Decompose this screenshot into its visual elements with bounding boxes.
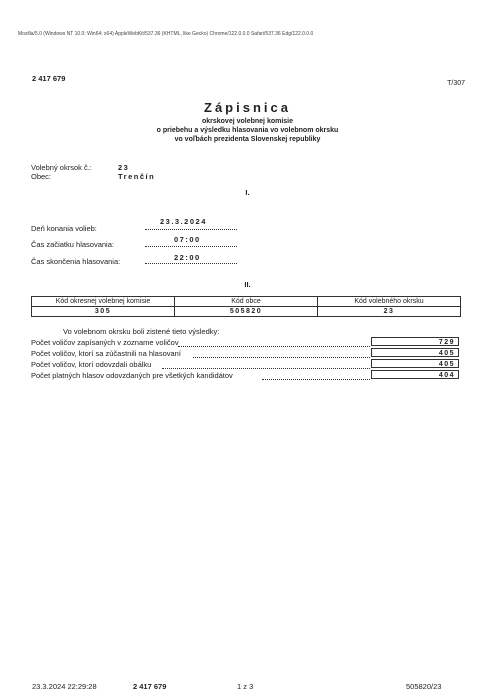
footer-reference: 505820/23 [406, 682, 442, 691]
codes-value-cell: 505820 [175, 307, 318, 317]
okrsok-value: 23 [118, 163, 130, 172]
result-dots [262, 379, 370, 380]
codes-value-cell: 23 [318, 307, 461, 317]
obec-value: Trenčín [118, 172, 156, 181]
end-time-value: 22:00 [174, 253, 201, 262]
codes-header-row [32, 297, 461, 307]
codes-header-cell: Kód okresnej volebnej komisie [32, 297, 175, 307]
result-label: Počet platných hlasov odovzdaných pre všetkých kandidátov [31, 371, 233, 380]
okrsok-label: Volebný okrsok č.: [31, 163, 92, 172]
result-dots [178, 346, 370, 347]
footer-timestamp: 23.3.2024 22:29:28 [32, 682, 97, 691]
section-1-heading: I. [245, 188, 250, 197]
date-value: 23.3.2024 [160, 217, 207, 226]
start-time-value: 07:00 [174, 235, 201, 244]
codes-header-cell: Kód volebného okrsku [318, 297, 461, 307]
result-label: Počet voličov, ktorí sa zúčastnili na hlasovaní [31, 349, 181, 358]
start-time-label: Čas začiatku hlasovania: [31, 240, 114, 249]
date-label: Deň konania volieb: [31, 224, 97, 233]
form-id: T/307 [447, 80, 465, 87]
end-time-label: Čas skončenia hlasovania: [31, 257, 121, 266]
result-dots [193, 357, 370, 358]
results-intro: Vo volebnom okrsku boli zistené tieto výsledky: [63, 327, 220, 336]
section-2-heading: II. [244, 280, 251, 289]
result-value-box: 405 [371, 348, 459, 357]
user-agent-line: Mozilla/5.0 (Windows NT 10.0; Win64; x64) AppleWebKit/537.36 (KHTML, like Gecko) Chrome/122.0.0.0 Safari/537.36 Edg/122.0.0.0 [18, 31, 314, 37]
codes-table [31, 296, 461, 317]
end-time-dots [145, 263, 237, 264]
result-value-box: 405 [371, 359, 459, 368]
subtitle-line: o priebehu a výsledku hlasovania vo volebnom okrsku [156, 127, 339, 134]
codes-header-cell: Kód obce [175, 297, 318, 307]
result-dots [162, 368, 370, 369]
result-label: Počet voličov, ktorí odovzdali obálku [31, 360, 152, 369]
footer-document-number: 2 417 679 [133, 682, 167, 691]
result-label: Počet voličov zapísaných v zozname voličov [31, 338, 179, 347]
subtitle-line: okrskovej volebnej komisie [201, 118, 294, 125]
page-title: Zápisnica [204, 100, 291, 115]
date-dots [145, 229, 237, 230]
codes-value-row [32, 307, 461, 317]
result-value-box: 404 [371, 370, 459, 379]
result-value-box: 729 [371, 337, 459, 346]
codes-value-cell: 305 [32, 307, 175, 317]
obec-label: Obec: [31, 172, 52, 181]
footer-page-number: 1 z 3 [237, 682, 254, 691]
start-time-dots [145, 246, 237, 247]
subtitle [0, 117, 495, 144]
subtitle-line: vo voľbách prezidenta Slovenskej republiky [174, 136, 321, 143]
document-number: 2 417 679 [32, 74, 66, 83]
